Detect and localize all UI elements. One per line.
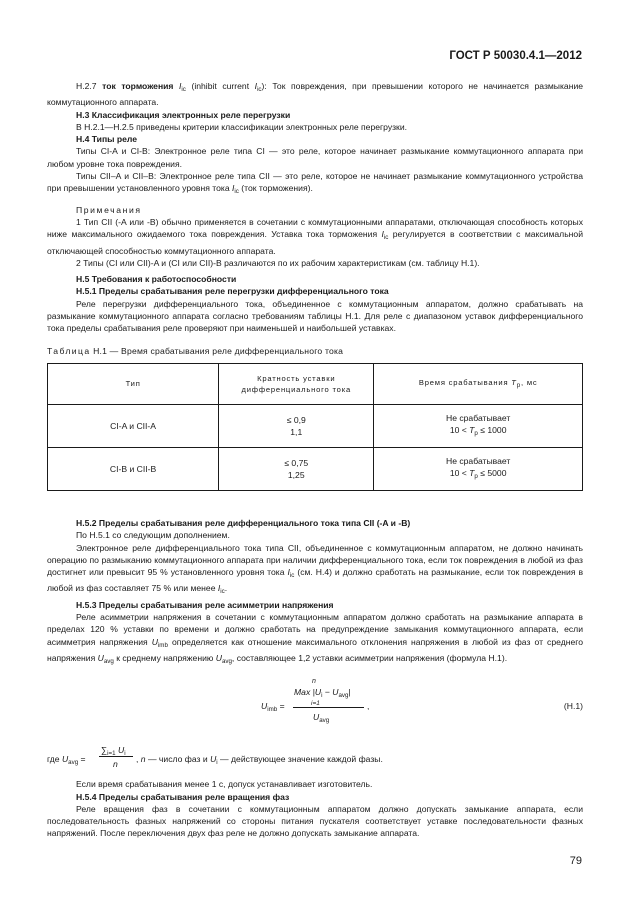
standard-designation: ГОСТ Р 50030.4.1—2012 [449, 50, 582, 62]
heading-h5: Н.5 Требования к работоспособности [76, 274, 237, 285]
table-caption: Таблица Н.1 — Время срабатывания реле дифференциального тока [47, 345, 344, 356]
paragraph-h27: Н.2.7 ток торможения $I_{ic}$ (inhibit current $I_{ic}$): Ток повреждения, при превышении которого не начинается размыкание коммутационного аппарата. [47, 81, 584, 108]
page-content [47, 80, 583, 840]
header-time: Время срабатывания $T_p$, мс [374, 363, 583, 404]
table-header-row [48, 363, 583, 404]
paragraph-h4b: Типы CII–A и CII–B: Электронное реле типа CII — это реле, которое не начинает размыкание коммутационного устройства при превышении установленного уровня тока $I_{ic}$ (ток торможения). [47, 171, 583, 196]
formula-legend: где $U_{avg}$ = $\sum_{i=1}$ $U_i$ n , n — число фаз и $U_i$ — действующее значение каждой фазы. [47, 745, 383, 770]
note-title: Примечания [76, 204, 142, 215]
note-2: 2 Типы (CI или CII)-A и (CI или CII)-B различаются по их рабочим характеристикам (см. таблицу Н.1). [76, 257, 480, 268]
fraction-bar [293, 707, 364, 708]
paragraph-tolerance: Если время срабатывания менее 1 с, допуск устанавливает изготовитель. [76, 779, 373, 790]
formula-number: (Н.1) [563, 701, 583, 712]
heading-h51: Н.5.1 Пределы срабатывания реле перегрузки дифференциального тока [76, 286, 389, 297]
operating-time-table [47, 363, 583, 491]
heading-h4: Н.4 Типы реле [76, 134, 138, 145]
paragraph-h53: Реле асимметрии напряжения в сочетании с коммутационным аппаратом должно сработать на размыкание аппарата в пределах 120 % уставки по времени и должно сработать на предупреждение замыкания коммутационного аппарата, если асимметрия напряжения $U_{imb}$ определяется как отношение максимального отклонения напряжения в любой из фаз от среднего напряжения $U_{avg}$ к среднему напряжению $U_{avg}$, составляющее 1,2 уставки асимметрии напряжения (формула Н.1). [47, 612, 583, 665]
header-multiple: Кратность уставки дифференциального тока [219, 363, 374, 404]
heading-h52: Н.5.2 Пределы срабатывания реле дифференциального тока типа CII (-A и -B) [76, 517, 411, 528]
heading-h3: Н.3 Классификация электронных реле перегрузки [76, 109, 291, 120]
paragraph-h4a: Типы CI-A и CI-B: Электронное реле типа CI — это реле, которое начинает размыкание коммутационного аппарата при любом уровне тока повреждения. [47, 146, 583, 169]
table-row: CI-A и CII-A ≤ 0,9 1,1 Не срабатывает $10 < T_p \le 1000$ [48, 404, 583, 447]
paragraph-h52b: Электронное реле дифференциального тока типа CII, объединенное с коммутационным аппаратом, не должно начинать операцию по размыканию коммутационного аппарата при наличии дифференциального тока, если ток повреждения в любой из фаз достигнет или превысит 95 % установленного уровня тока $I_{ic}$ (см. Н.4) и должно сработать на размыкание, если ток повреждения в любой из фаз составляет 75 % или менее $I_{ic}$. [47, 542, 584, 596]
paragraph-h51: Реле перегрузки дифференциального тока, объединенное с коммутационным аппаратом, должно срабатывать на размыкание коммутационного аппарата согласно требованиям таблицы Н.1. Для реле с диапазоном уставок дифференциального тока пределы срабатывания реле проверяют при наименьшей и наибольшей уставках. [47, 298, 583, 334]
heading-h54: Н.5.4 Пределы срабатывания реле вращения фаз [76, 791, 290, 802]
heading-h53: Н.5.3 Пределы срабатывания реле асимметрии напряжения [76, 599, 334, 610]
note-1: 1 Тип CII (-A или -B) обычно применяется в сочетании с коммутационными аппаратами, отключающая способность которых ниже максимального ожидаемого тока повреждения. Уставка тока торможения $I_{ic}$ регулируется в соответствии с максимальной отключающей способностью коммутационного аппарата. [47, 216, 584, 256]
paragraph-h3: В Н.2.1—Н.2.5 приведены критерии классификации электронных реле перегрузки. [76, 121, 408, 132]
page-number: 79 [569, 855, 582, 867]
paragraph-h52a: По Н.5.1 со следующим дополнением. [76, 530, 230, 541]
header-type: Тип [48, 363, 219, 404]
table-row: CI-B и CII-B ≤ 0,75 1,25 Не срабатывает $10 < T_p \le 5000$ [48, 447, 583, 490]
paragraph-h54: Реле вращения фаз в сочетании с коммутационным аппаратом должно допускать замыкание аппарата, если последовательность фазных напряжений со стороны питания пускателя соответствует уставке последовательности фазных напряжений. После переключения двух фаз реле не должно допускать замыкание аппарата. [47, 803, 583, 839]
formula-h1: n Max $|U_i - U_{avg}|$ i=1 $U_{imb}$ = $U_{avg}$ , (Н.1) [261, 678, 583, 725]
